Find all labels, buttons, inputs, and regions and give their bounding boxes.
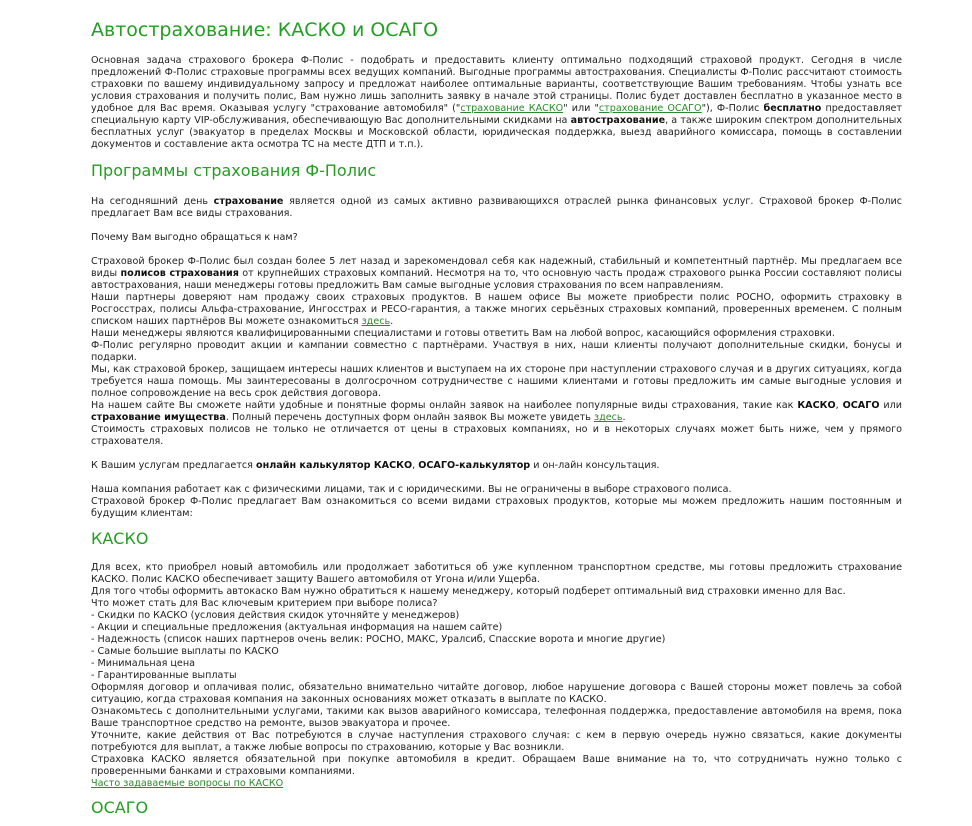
paragraph: Мы, как страховой брокер, защищаем интересы наших клиентов и выступаем на их стороне при наступлении страхового случая и в других ситуациях, когда требуется наша помощь. Мы заинтересованы в долгосрочном сотрудничестве с нашими клиентами и готовы предложить им самые выгодные условия и полное сопровождение на весь срок действия договора. xyxy=(91,364,902,399)
text: К Вашим услугам предлагается xyxy=(91,460,257,471)
bold-text: полисов страхования xyxy=(120,268,239,279)
text: Страховой брокер Ф-Полис был создан более 5 лет назад и зарекомендовал себя как надежный, стабильный и компетентный партнёр. Мы предлагаем все виды xyxy=(91,256,902,279)
kasko-faq-link[interactable]: Часто задаваемые вопросы по КАСКО xyxy=(91,778,284,789)
intro-text: "), Ф-Полис xyxy=(701,103,764,114)
forms-link[interactable]: здесь xyxy=(593,412,623,423)
intro-text: Основная задача страхового брокера Ф-Полис - подобрать и предоставить клиенту оптимально подходящий страховой продукт. Сегодня в числе предложений Ф-Полис страховые программы всех ведущих компаний. Выгодные программы автострахования. Специалисты Ф-Полис рассчитают стоимость страховки по вашему индивидуальному запросу и предложат наиболее оптимальные варианты, соответствующие Вашим требованиям. Чтобы узнать все условия страхования и получить полис, Вам нужно лишь заполнить заявку в начале этой страницы. Полис будет доставлен бесплатно в указанное место в удобное для Вас время. Оказывая услугу "страхование автомобиля" (" xyxy=(91,55,902,114)
text: или xyxy=(879,400,902,411)
paragraph: Оформляя договор и оплачивая полис, обязательно внимательно читайте договор, любое нарушение договора с Вашей стороны может повлечь за собой ситуацию, когда страховая компания на законных основаниях может отказать в выплате по КАСКО. xyxy=(91,682,902,705)
kasko-section xyxy=(91,562,902,790)
paragraph: Стоимость страховых полисов не только не отличается от цены в страховых компаниях, но и в некоторых случаях может быть ниже, чем у прямого страхователя. xyxy=(91,424,902,447)
paragraph xyxy=(91,256,902,292)
intro-bold: автострахование xyxy=(570,115,666,126)
text: Наши партнеры доверяют нам продажу своих страховых продуктов. В нашем офисе Вы можете приобрести полис РОСНО, оформить страховку в Росгосстрах, полисы Альфа-страхование, Ингосстрах и РЕСО-гарантия, а также многих серьёзных страховых компаний, проверенных временем. С полным списком наших партнёров Вы можете ознакомиться xyxy=(91,292,902,327)
bold-text: онлайн калькулятор КАСКО xyxy=(256,460,413,471)
text: На сегодняшний день xyxy=(91,196,214,207)
programs-section xyxy=(91,196,902,520)
text: . Полный перечень доступных форм онлайн заявок Вы можете увидеть xyxy=(225,412,594,423)
intro-text: " или " xyxy=(563,103,599,114)
kasko-title: КАСКО xyxy=(91,529,149,548)
text: На нашем сайте Вы сможете найти удобные и понятные формы онлайн заявок на наиболее популярные виды страхования, такие как xyxy=(91,400,798,411)
paragraph: Страховка КАСКО является обязательной при покупке автомобиля в кредит. Обращаем Ваше внимание на то, что сотрудничать нужно только с проверенными банками и страховыми компаниями. xyxy=(91,754,902,777)
paragraph xyxy=(91,292,902,328)
bold-text: ОСАГО-калькулятор xyxy=(418,460,531,471)
paragraph: Для всех, кто приобрел новый автомобиль или продолжает заботиться об уже купленном транспортном средстве, мы готовы предложить страхование КАСКО. Полис КАСКО обеспечивает защиту Вашего автомобиля от Угона и/или Ущерба. xyxy=(91,562,902,585)
osago-title: ОСАГО xyxy=(91,798,149,817)
list-item: - Надежность (список наших партнеров очень велик: РОСНО, МАКС, Уралсиб, Спасские ворота и многие другие) xyxy=(91,634,666,645)
text: , xyxy=(835,400,843,411)
text: и он-лайн консультация. xyxy=(530,460,660,471)
intro-text: , а также широким спектром дополнительных бесплатных услуг (эвакуатор в пределах Москвы и Московской области, юридическая поддержка, выезд аварийного комиссара, помощь в составлении документов и составление акта осмотра ТС на месте ДТП и т.п.). xyxy=(91,115,903,150)
paragraph: Ф-Полис регулярно проводит акции и кампании совместно с партнёрами. Участвуя в них, наши клиенты получают дополнительные скидки, бонусы и подарки. xyxy=(91,340,902,363)
paragraph xyxy=(91,778,902,790)
text: является одной из самых активно развивающихся отраслей рынка финансовых услуг. Страховой брокер Ф-Полис предлагает Вам все виды страхования. xyxy=(91,196,902,219)
partners-link[interactable]: здесь xyxy=(361,316,391,327)
paragraph: Уточните, какие действия от Вас потребуются в случае наступления страхового случая: с кем в первую очередь нужно связаться, какие документы потребуются для выплат, а также любые вопросы по страхованию, которые у Вас возникли. xyxy=(91,730,902,753)
paragraph xyxy=(91,196,902,220)
paragraph: Наши менеджеры являются квалифицированными специалистами и готовы ответить Вам на любой вопрос, касающийся оформления страховки. xyxy=(91,328,835,339)
intro-text: предоставляет специальную карту VIP-обслуживания, обеспечивающую Вас дополнительными скидками на xyxy=(91,103,903,126)
list-item: - Минимальная цена xyxy=(91,658,195,669)
page-title: Автострахование: КАСКО и ОСАГО xyxy=(91,19,439,41)
osago-link[interactable]: страхование ОСАГО xyxy=(598,103,702,114)
text: . xyxy=(622,412,626,423)
bold-text: ОСАГО xyxy=(842,400,880,411)
paragraph: Наша компания работает как с физическими лицами, так и с юридическими. Вы не ограничены в выборе страхового полиса. xyxy=(91,484,732,495)
paragraph: Страховой брокер Ф-Полис предлагает Вам ознакомиться со всеми видами страховых продуктов, которые мы можем предложить нашим постоянным и будущим клиентам: xyxy=(91,496,902,519)
paragraph: Ознакомьтесь с дополнительными услугами, такими как вызов аварийного комиссара, телефонная поддержка, предоставление автомобиля на время, пока Ваше транспортное средство на ремонте, вызов эвакуатора и прочее. xyxy=(91,706,902,729)
paragraph xyxy=(91,400,902,424)
paragraph: Почему Вам выгодно обращаться к нам? xyxy=(91,232,298,243)
text: , xyxy=(412,460,419,471)
bold-text: страхование xyxy=(213,196,284,207)
text: . xyxy=(390,316,394,327)
intro-paragraph xyxy=(91,55,902,151)
intro-bold: бесплатно xyxy=(763,103,822,114)
bold-text: КАСКО xyxy=(797,400,836,411)
paragraph xyxy=(91,460,902,472)
paragraph: Для того чтобы оформить автокаско Вам нужно обратиться к нашему менеджеру, который подберет оптимальный вид страховки именно для Вас. xyxy=(91,586,846,597)
list-item: - Акции и специальные предложения (актуальная информация на нашем сайте) xyxy=(91,622,503,633)
paragraph: Что может стать для Вас ключевым критерием при выборе полиса? xyxy=(91,598,438,609)
list-item: - Гарантированные выплаты xyxy=(91,670,237,681)
bold-text: страхование имущества xyxy=(91,412,226,423)
programs-title: Программы страхования Ф-Полис xyxy=(91,161,377,180)
list-item: - Скидки по КАСКО (условия действия скидок уточняйте у менеджеров) xyxy=(91,610,460,621)
kasko-link[interactable]: страхование КАСКО xyxy=(460,103,564,114)
list-item: - Самые большие выплаты по КАСКО xyxy=(91,646,279,657)
text: от крупнейших страховых компаний. Несмотря на то, что основную часть продаж страхового рынка России составляют полисы автострахования, наши менеджеры готовы предложить Вам самые выгодные условия страхования по всем направлениям. xyxy=(91,268,902,291)
